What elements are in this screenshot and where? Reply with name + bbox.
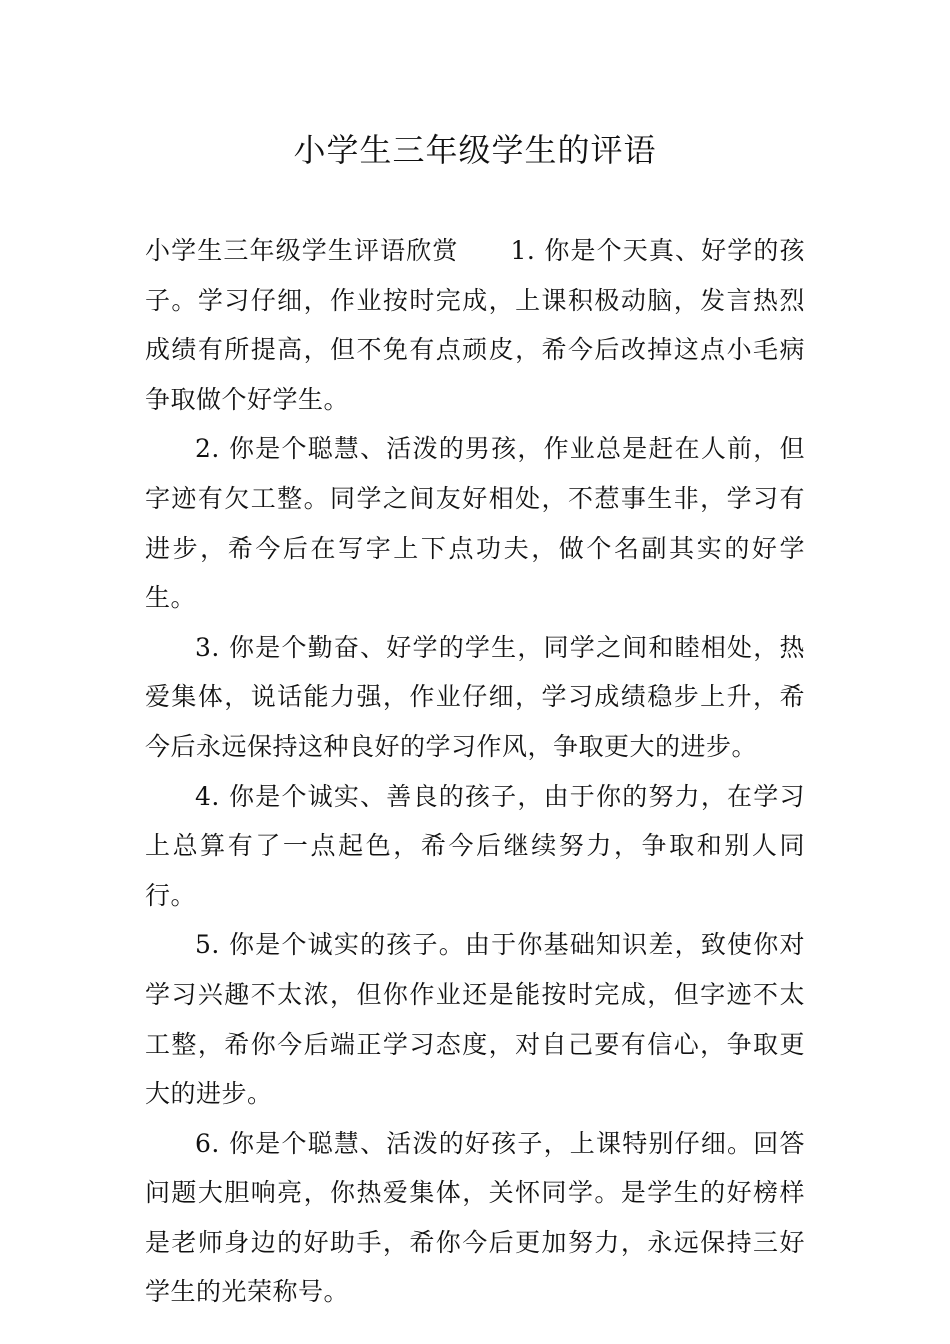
paragraph-1-text: 1. 你是个天真、好学的孩子。学习仔细，作业按时完成，上课积极动脑，发言热烈成绩有所提高，但不免有点顽皮，希今后改掉这点小毛病争取做个好学生。 (145, 236, 805, 414)
page-title: 小学生三年级学生的评语 (293, 131, 657, 169)
paragraph-6: 6. 你是个聪慧、活泼的好孩子，上课特别仔细。回答问题大胆响亮，你热爱集体，关怀同学。是学生的好榜样是老师身边的好助手，希你今后更加努力，永远保持三好学生的光荣称号。 (145, 1128, 805, 1307)
paragraph-5: 5. 你是个诚实的孩子。由于你基础知识差，致使你对学习兴趣不太浓，但你作业还是能按时完成，但字迹不太工整，希你今后端正学习态度，对自己要有信心，争取更大的进步。 (145, 930, 805, 1109)
paragraph-2: 2. 你是个聪慧、活泼的男孩，作业总是赶在人前，但字迹有欠工整。同学之间友好相处，不惹事生非，学习有进步，希今后在写字上下点功夫，做个名副其实的好学生。 (145, 434, 805, 613)
paragraph-1 (145, 226, 805, 424)
document-body (145, 226, 805, 1317)
paragraph-3: 3. 你是个勤奋、好学的学生，同学之间和睦相处，热爱集体，说话能力强，作业仔细，学习成绩稳步上升，希今后永远保持这种良好的学习作风，争取更大的进步。 (145, 632, 805, 761)
paragraph-4: 4. 你是个诚实、善良的孩子，由于你的努力，在学习上总算有了一点起色，希今后继续努力，争取和别人同行。 (145, 781, 805, 910)
intro-label: 小学生三年级学生评语欣赏 (145, 236, 459, 265)
